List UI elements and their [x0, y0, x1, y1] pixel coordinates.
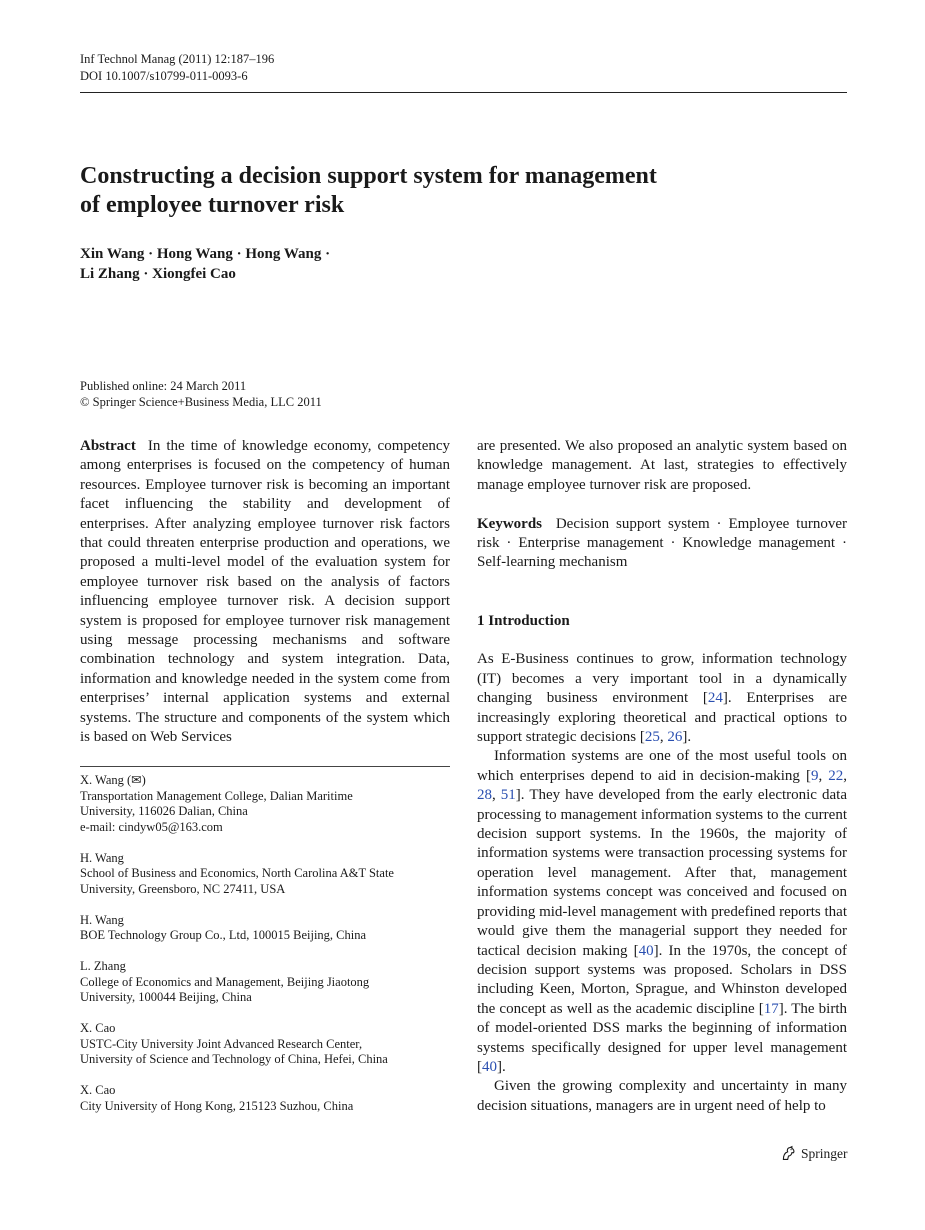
section-heading-introduction: 1 Introduction — [477, 612, 570, 629]
affiliation-1: X. Wang (✉) Transportation Management College, Dalian Maritime University, 116026 Dalian, China e-mail: cindyw05@163.com — [80, 773, 450, 835]
affiliation-4: L. Zhang College of Economics and Management, Beijing Jiaotong University, 100044 Beijing, China — [80, 959, 370, 1004]
citation-link[interactable]: 24 — [707, 690, 723, 707]
affiliation-3: H. Wang BOE Technology Group Co., Ltd, 100015 Beijing, China — [80, 912, 367, 942]
citation-link[interactable]: 25 — [644, 729, 660, 746]
affiliation-2: H. Wang School of Business and Economics, North Carolina A&T State University, Greensboro, NC 27411, USA — [80, 850, 394, 896]
journal-volume: Inf Technol Manag (2011) 12:187–196 — [80, 52, 275, 66]
intro-paragraph-2: Information systems are one of the most useful tools on which enterprises depend to aid in decision-making [9, 22, 28, 51]. They have developed from the early electronic data processing to management information systems to the current decision support systems. In the 1960s, the majority of information systems were transaction processing systems for operation level management. After that, management information systems concept was conceived and focused on providing mid-level management with predefined reports that would give them the managerial support they needed for tactical decision making [40]. In the 1970s, the concept of decision support systems was proposed. Scholars in DSS including Keen, Morton, Sprague, and Whinston developed the concept as well as the academic discipline [17]. The birth of model-oriented DSS marks the beginning of information systems specifically designed for upper level management [40]. — [477, 748, 848, 1075]
intro-paragraph-1: As E-Business continues to grow, information technology (IT) becomes a very important tool in a dynamically changing business environment [24]. Enterprises are increasingly exploring theoretical and practical options to support strategic decisions [25, 26]. — [477, 651, 847, 746]
keywords-label: Keywords — [477, 515, 542, 532]
abstract-paragraph: Abstract In the time of knowledge economy, competency among enterprises is focused on the competency of human resources. Employee turnover risk is becoming an important facet influencing the stability and development of enterprises. After analyzing employee turnover risk factors that could threaten enterprise production and operations, we proposed a multi-level model of the evaluation system for employee turnover risk based on the analysis of factors influencing employee turnover risk. A decision support system is proposed for employee turnover risk management using message processing mechanisms and software combination technology and system integration. Data, information and knowledge needed in the system come from enterprises’ internal application systems and external systems. The structure and components of the system which is based on Web Services — [80, 438, 451, 746]
author-email[interactable]: e-mail: cindyw05@163.com — [80, 819, 223, 834]
journal-doi[interactable]: DOI 10.1007/s10799-011-0093-6 — [80, 69, 248, 83]
springer-horse-icon — [780, 1145, 797, 1162]
intro-paragraph-3: Given the growing complexity and uncertainty in many decision situations, managers are in urgent need of help to — [477, 1078, 847, 1114]
publisher-name: Springer — [801, 1145, 848, 1161]
right-column — [477, 437, 847, 1116]
citation-link[interactable]: 26 — [667, 729, 683, 746]
citation-link[interactable]: 40 — [638, 942, 654, 959]
citation-link[interactable]: 40 — [482, 1058, 497, 1075]
citation-link[interactable]: 9 — [810, 767, 819, 784]
affiliations — [80, 773, 450, 1130]
keywords-text: Decision support system · Employee turnover risk · Enterprise management · Knowledge management · Self-learning mechanism — [477, 515, 847, 571]
publication-info — [80, 378, 322, 410]
journal-citation — [80, 51, 274, 85]
abstract-label: Abstract — [80, 438, 136, 454]
published-date: Published online: 24 March 2011 — [80, 379, 247, 393]
abstract-continuation: are presented. We also proposed an analytic system based on knowledge management. At last, strategies to effectively manage employee turnover risk are proposed. — [477, 438, 847, 493]
publisher-footer — [780, 1145, 848, 1162]
citation-link[interactable]: 51 — [500, 787, 516, 804]
article-title: Constructing a decision support system for management of employee turnover risk — [80, 163, 657, 218]
affiliation-5: X. Cao USTC-City University Joint Advanced Research Center, University of Science and Technology of China, Hefei, China — [80, 1021, 388, 1066]
footnote-rule — [80, 766, 450, 767]
keywords-paragraph — [477, 515, 847, 573]
citation-link[interactable]: 28 — [477, 787, 492, 804]
affiliation-6: X. Cao City University of Hong Kong, 215123 Suzhou, China — [80, 1083, 354, 1113]
author-list: Xin Wang · Hong Wang · Hong Wang · Li Zhang · Xiongfei Cao — [80, 246, 331, 282]
citation-link[interactable]: 22 — [828, 767, 844, 784]
abstract-left-column — [80, 437, 450, 748]
citation-link[interactable]: 17 — [763, 1000, 779, 1017]
copyright-notice: © Springer Science+Business Media, LLC 2011 — [80, 395, 322, 409]
header-rule — [80, 92, 847, 93]
